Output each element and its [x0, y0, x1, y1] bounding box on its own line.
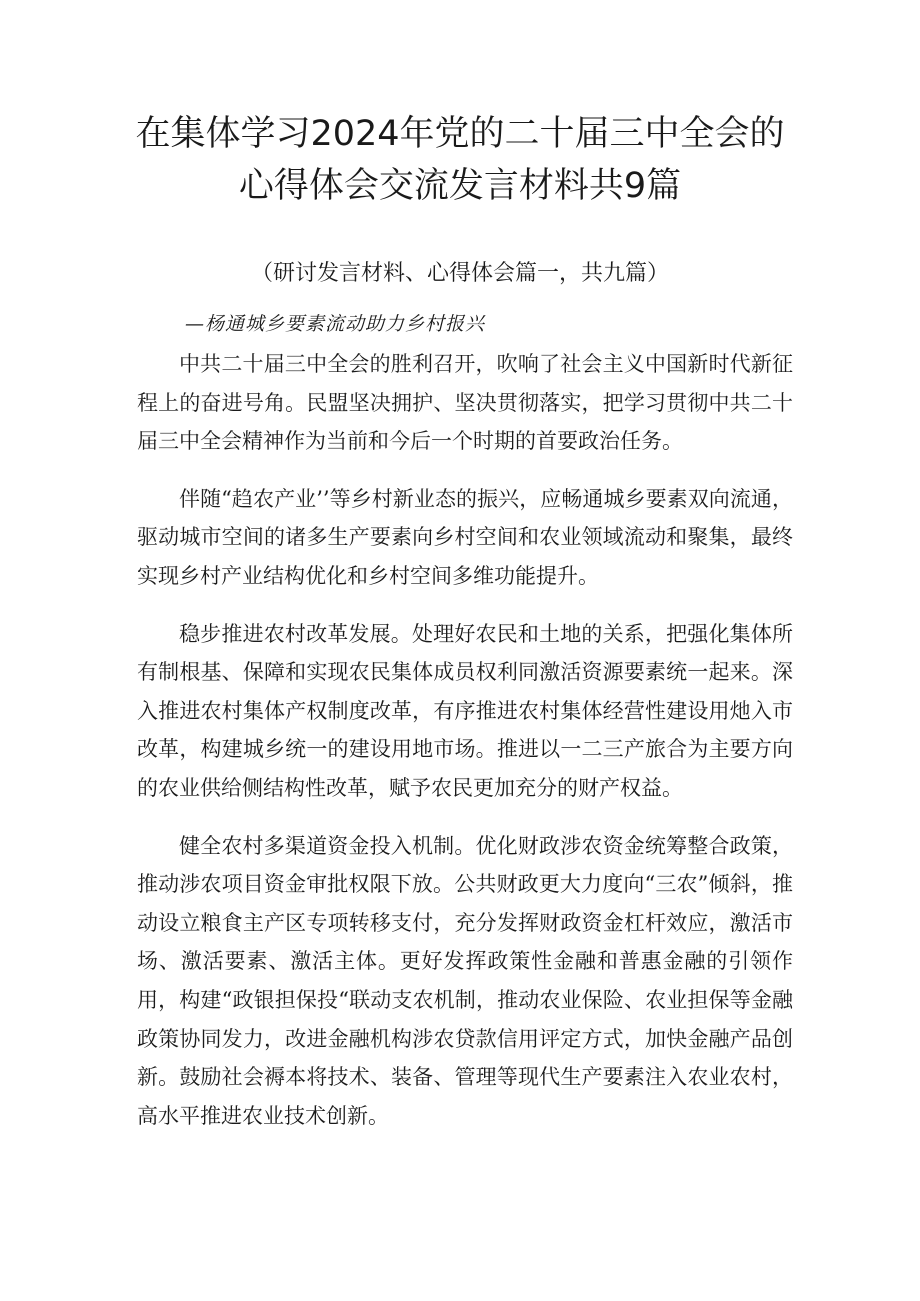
section-heading: —杨通城乡要素流动助力乡村报兴: [185, 313, 486, 335]
title-line-2: 心得体会交流发言材料共9篇: [238, 166, 682, 206]
paragraph-4: 健全农村多渠道资金投入机制。优化财政涉农资金统筹整合政策，推动涉农项目资金审批权限下放。公共财政更大力度向“三农”倾斜，推动设立粮食主产区专项转移支付，充分发挥财政资金杠杆效应，激活市场、激活要素、激活主体。更好发挥政策性金融和普惠金融的引领作用，构建“政银担保投“联动支农机制，推动农业保险、农业担保等金融政策协同发力，改进金融机构涉农贷款信用评定方式，加快金融产品创新。鼓励社会褥本将技术、装备、管理等现代生产要素注入农业农村，高水平推进农业技术创新。: [137, 833, 793, 1128]
paragraph-3: 稳步推进农村改革发展。处理好农民和土地的关系，把强化集体所有制根基、保障和实现农民集体成员权利同激活资源要素统一起来。深入推进农村集体产权制度改革，有序推进农村集体经营性建设用灺入市改革，构建城乡统一的建设用地市场。推进以一二三产旅合为主要方向的农业供给侧结构性改革，赋予农民更加充分的财产权益。: [137, 621, 793, 800]
document-body: [137, 345, 793, 1154]
paragraph-1: 中共二十届三中全会的胜利召开，吹响了社会主义中国新时代新征程上的奋进号角。民盟坚决拥护、坚决贯彻落实，把学习贯彻中共二十届三中全会精神作为当前和今后一个时期的首要政治任务。: [137, 352, 793, 454]
paragraph-2: 伴随“趋农产业’’等乡村新业态的振兴，应畅通城乡要素双向流通，驱动城市空间的诸多生产要素向乡村空间和农业领域流动和聚集，最终实现乡村产业结构优化和乡村空间多维功能提升。: [137, 486, 793, 588]
title-line-1: 在集体学习2024年党的二十届三中全会的: [135, 114, 785, 154]
document-subtitle: （研讨发言材料、心得体会篇一，共九篇）: [250, 261, 669, 286]
document-title: [60, 108, 860, 212]
